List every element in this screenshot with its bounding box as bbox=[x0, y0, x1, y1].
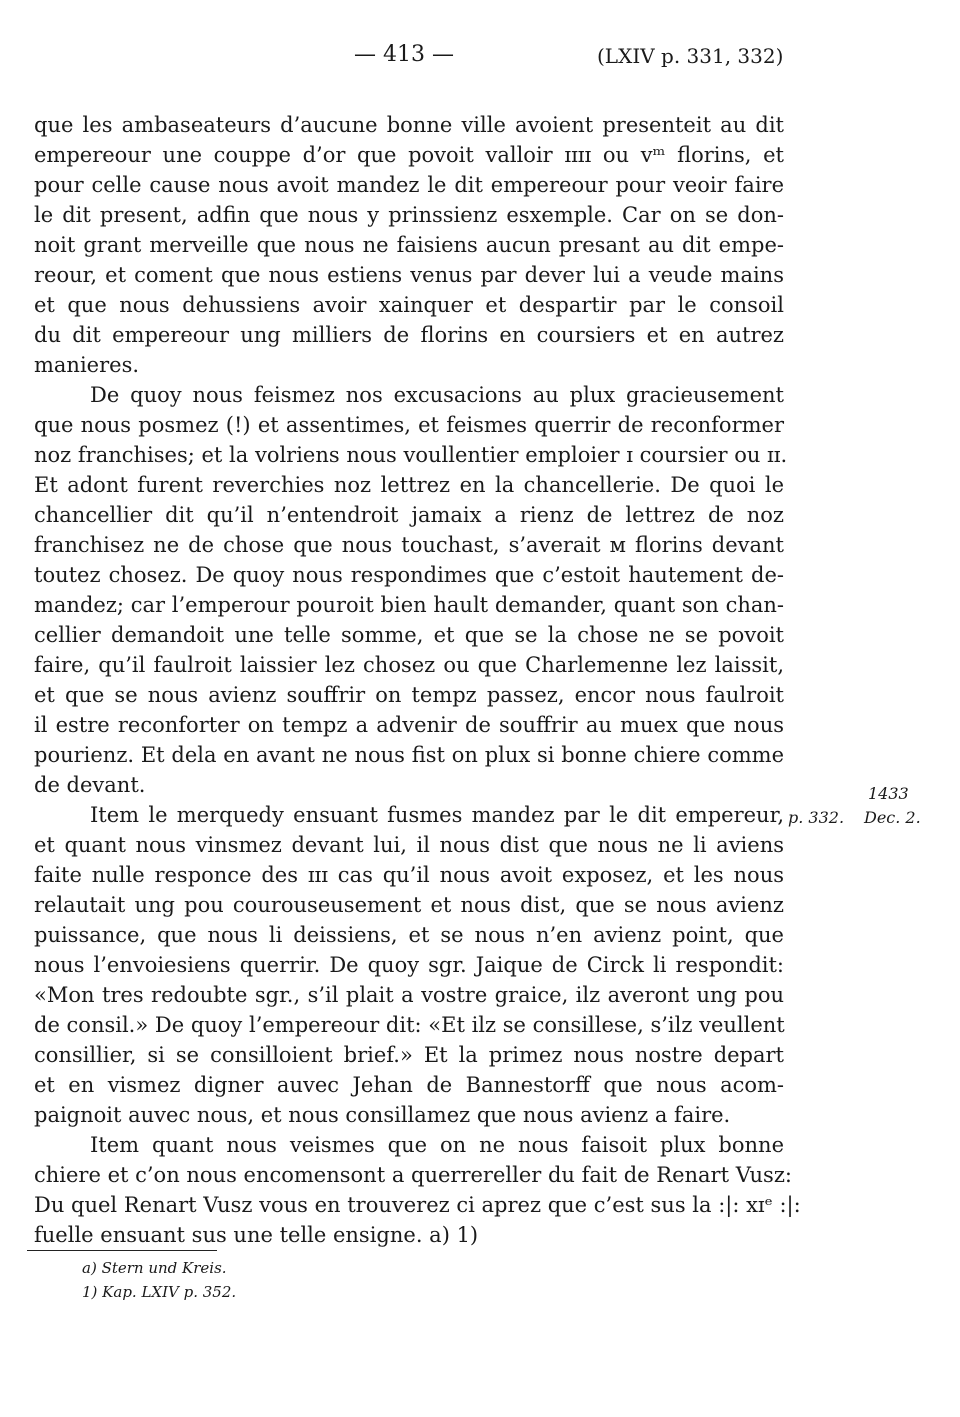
text-line: du dit empereour ung milliers de florins en coursiers et en autrez bbox=[34, 323, 784, 347]
text-line: le dit present, adfin que nous y prinssienz esxemple. Car on se don- bbox=[34, 203, 784, 227]
text-line: relautait ung pou courouseusement et nous dist, que se nous avienz bbox=[34, 893, 784, 917]
text-line: et que nous dehussiens avoir xainquer et despartir par le consoil bbox=[34, 293, 784, 317]
text-line: paignoit auvec nous, et nous consillamez que nous avienz a faire. bbox=[34, 1103, 731, 1127]
paragraph-2 bbox=[34, 380, 788, 800]
text-line: Item quant nous veismes que on ne nous faisoit plux bonne bbox=[90, 1133, 784, 1157]
margin-page-ref: p. 332. bbox=[788, 808, 845, 827]
text-line: Et adont furent reverchies noz lettrez en la chancellerie. De quoi le bbox=[34, 473, 784, 497]
text-line: il estre reconforter on tempz a advenir de souffrir au muex que nous bbox=[34, 713, 784, 737]
text-line: faite nulle responce des ɪɪɪ cas qu’il nous avoit exposez, et les nous bbox=[34, 863, 784, 887]
paragraph-4 bbox=[34, 1130, 801, 1250]
footnotes bbox=[82, 1256, 236, 1304]
text-line: chiere et c’on nous encomensont a querrereller du fait de Renart Vusz: bbox=[34, 1163, 792, 1187]
text-line: pour celle cause nous avoit mandez le dit empereour pour veoir faire bbox=[34, 173, 784, 197]
text-line: De quoy nous feismez nos excusacions au plux gracieusement bbox=[90, 383, 784, 407]
text-line: mandez; car l’emperour pouroit bien hault demander, quant son chan- bbox=[34, 593, 784, 617]
text-line: et quant nous vinsmez devant lui, il nous dist que nous ne li aviens bbox=[34, 833, 784, 857]
text-line: cellier demandoit une telle somme, et que se la chose ne se povoit bbox=[34, 623, 784, 647]
text-line: noz franchises; et la volriens nous voullentier emploier ɪ coursier ou ɪɪ. bbox=[34, 443, 788, 467]
text-line: nous l’envoiesiens querrir. De quoy sgr. Jaique de Circk li respondit: bbox=[34, 953, 784, 977]
text-line: de consil.» De quoy l’empereour dit: «Et ilz se consillese, s’ilz veullent bbox=[34, 1013, 785, 1037]
header-reference: (LXIV p. 331, 332) bbox=[597, 44, 784, 68]
text-line: «Mon tres redoubte sgr., s’il plait a vostre graice, ilz averont ung pou bbox=[34, 983, 784, 1007]
text-line: pourienz. Et dela en avant ne nous fist on plux si bonne chiere comme bbox=[34, 743, 784, 767]
margin-date: Dec. 2. bbox=[864, 808, 921, 827]
text-line: puissance, que nous li deissiens, et se nous n’en avienz point, que bbox=[34, 923, 784, 947]
text-line: toutez chosez. De quoy nous respondimes que c’estoit hautement de- bbox=[34, 563, 784, 587]
footnote-rule bbox=[27, 1250, 217, 1251]
text-line: que nous posmez (!) et assentimes, et feismes querrir de reconformer bbox=[34, 413, 784, 437]
paragraph-3 bbox=[34, 800, 784, 1130]
text-line: faire, qu’il faulroit laissier lez chosez ou que Charlemenne lez laissit, bbox=[34, 653, 784, 677]
text-line: et que se nous avienz souffrir on tempz passez, encor nous faulroit bbox=[34, 683, 784, 707]
page-number: — 413 — bbox=[354, 42, 454, 67]
text-line: que les ambaseateurs d’aucune bonne ville avoient presenteit au dit bbox=[34, 113, 784, 137]
text-line: de devant. bbox=[34, 773, 146, 797]
margin-year: 1433 bbox=[868, 784, 909, 803]
text-line: franchisez ne de chose que nous touchast, s’averait ᴍ florins devant bbox=[34, 533, 784, 557]
text-line: et en vismez digner auvec Jehan de Bannestorff que nous acom- bbox=[34, 1073, 784, 1097]
text-line: empereour une couppe d’or que povoit valloir ɪɪɪɪ ou vᵐ florins, et bbox=[34, 143, 784, 167]
text-line: reour, et coment que nous estiens venus par dever lui a veude mains bbox=[34, 263, 784, 287]
text-line: chancellier dit qu’il n’entendroit jamaix a rienz de lettrez de noz bbox=[34, 503, 784, 527]
text-line: Du quel Renart Vusz vous en trouverez ci aprez que c’est sus la :|: xɪᵉ :|: bbox=[34, 1193, 801, 1217]
page-header bbox=[0, 42, 960, 76]
paragraph-1 bbox=[34, 110, 784, 380]
text-line: Item le merquedy ensuant fusmes mandez par le dit empereur, bbox=[90, 803, 784, 827]
text-line: consillier, si se consilloient brief.» Et la primez nous nostre depart bbox=[34, 1043, 784, 1067]
text-line: fuelle ensuant sus une telle ensigne. a) 1) bbox=[34, 1223, 479, 1247]
footnote-1: 1) Kap. LXIV p. 352. bbox=[82, 1283, 237, 1301]
text-line: noit grant merveille que nous ne faisiens aucun presant au dit empe- bbox=[34, 233, 784, 257]
footnote-a: a) Stern und Kreis. bbox=[82, 1259, 227, 1277]
text-line: manieres. bbox=[34, 353, 140, 377]
